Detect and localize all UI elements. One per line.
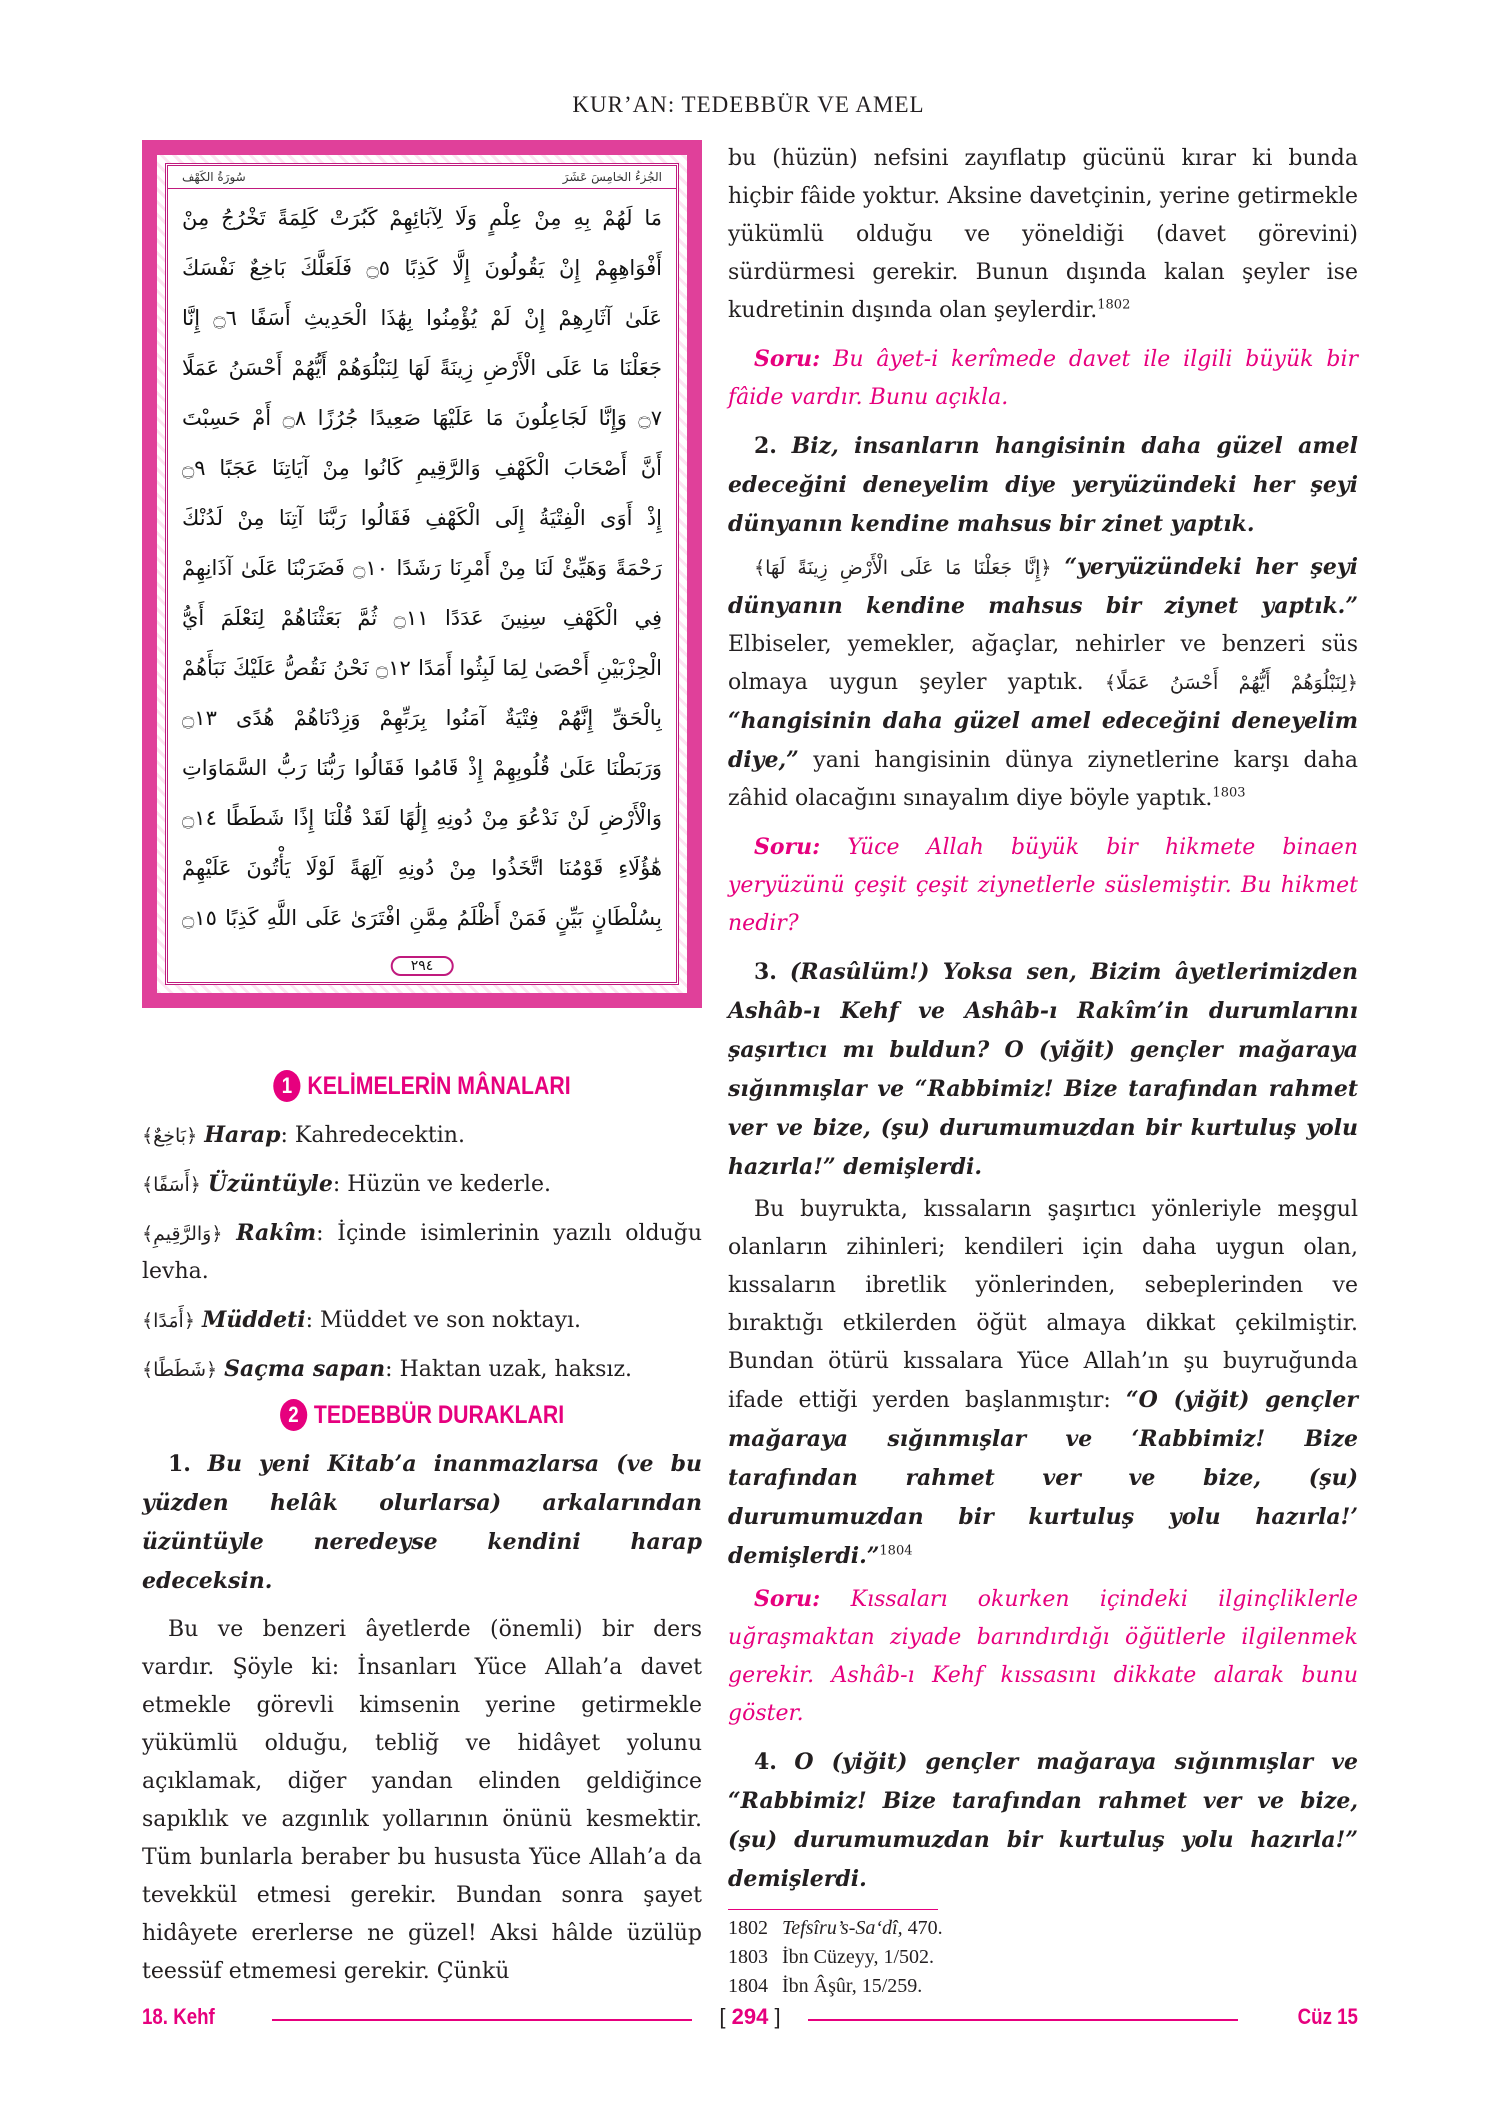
section-number-badge: 2 xyxy=(280,1399,307,1431)
footnote-divider xyxy=(728,1909,938,1910)
commentary-paragraph xyxy=(728,548,1358,818)
section-title-text: TEDEBBÜR DURAKLARI xyxy=(313,1400,565,1429)
right-column xyxy=(728,140,1358,2001)
footnote-number: 1804 xyxy=(728,1975,768,1997)
mushaf-page-number: ٢٩٤ xyxy=(391,956,454,976)
verse-heading-3 xyxy=(728,953,1358,1187)
footnote xyxy=(728,1914,1358,1943)
glossary-definition: : Kahredecektin. xyxy=(280,1123,465,1148)
verse-text: O (yiğit) gençler mağaraya sığınmışlar ve “Rabbimiz! Bize tarafından rahmet ver ve bize, (şu) durumumuzdan bir kurtuluş yolu hazırla!” demişlerdi. xyxy=(728,1749,1358,1892)
question-text: Yüce Allah büyük bir hikmete binaen yeryüzünü çeşit çeşit ziynetlerle süslemiştir. Bu hikmet nedir? xyxy=(728,835,1358,936)
glossary-term: Müddeti xyxy=(201,1307,306,1333)
glossary-term: Saçma sapan xyxy=(224,1356,386,1382)
footer-page-number xyxy=(702,2004,798,2030)
section-title-tedebbur xyxy=(184,1399,660,1431)
arabic-quote: ﴿لِنَبْلُوَهُمْ أَيُّهُمْ أَحْسَنُ عَمَلًا﴾ xyxy=(1104,672,1358,694)
arabic-quote: ﴿إِنَّا جَعَلْنَا مَا عَلَى الْأَرْضِ زِينَةً لَهَا﴾ xyxy=(754,557,1052,579)
section-title-kelimeler xyxy=(184,1070,660,1102)
glossary-definition: : Haktan uzak, haksız. xyxy=(385,1357,633,1382)
glossary-term: Harap xyxy=(204,1122,281,1148)
verse-text: (Rasûlüm!) Yoksa sen, Bizim âyetlerimizden Ashâb-ı Kehf ve Ashâb-ı Rakîm’in durumlarını şaşırtıcı mı buldun? O (yiğit) gençler mağaraya sığınmışlar ve “Rabbimiz! Bize tarafından rahmet ver ve bize, (şu) durumumuzdan bir kurtuluş yolu hazırla!” demişlerdi. xyxy=(728,959,1358,1180)
glossary-term: Üzüntüyle xyxy=(207,1171,333,1197)
mushaf-line: أَنَّ أَصْحَابَ الْكَهْفِ وَالرَّقِيمِ كَانُوا مِنْ آيَاتِنَا عَجَبًا ۝٩ xyxy=(182,456,662,480)
footnote-page: 470. xyxy=(902,1917,943,1939)
mushaf-page xyxy=(142,140,702,1008)
question-label: Soru: xyxy=(754,1586,821,1612)
mushaf-line: عَلَىٰ آثَارِهِمْ إِنْ لَمْ يُؤْمِنُوا بِهَٰذَا الْحَدِيثِ أَسَفًا ۝٦ إِنَّا xyxy=(182,306,662,330)
verse-text: Bu yeni Kitab’a inanmazlarsa (ve bu yüzden helâk olurlarsa) arkalarından üzüntüyle neredeyse kendini harap edeceksin. xyxy=(142,1451,702,1594)
footnote-number: 1803 xyxy=(728,1946,768,1968)
running-head: KUR’AN: TEDEBBÜR VE AMEL xyxy=(572,92,925,117)
footnote-number: 1802 xyxy=(728,1917,768,1939)
footer-bracket-open: [ xyxy=(719,2004,732,2029)
left-column xyxy=(142,1070,702,1991)
question-text: Bu âyet-i kerîmede davet ile ilgili büyük bir fâide vardır. Bunu açıkla. xyxy=(728,347,1358,410)
glossary-definition: : Müddet ve son noktayı. xyxy=(305,1308,582,1333)
mushaf-line: وَالْأَرْضِ لَنْ نَدْعُوَ مِنْ دُونِهِ إِلَٰهًا لَقَدْ قُلْنَا إِذًا شَطَطًا ۝١٤ xyxy=(182,806,662,830)
commentary-text: yani hangisinin dünya ziynetlerine karşı daha zâhid olacağını sınayalım diye böyle yaptık. xyxy=(728,748,1358,811)
glossary-arabic: ﴿أَمَدًا﴾ xyxy=(142,1310,195,1332)
mushaf-line: ۝٧ وَإِنَّا لَجَاعِلُونَ مَا عَلَيْهَا صَعِيدًا جُرُزًا ۝٨ أَمْ حَسِبْتَ xyxy=(182,406,662,430)
verse-heading-1 xyxy=(142,1445,702,1601)
verse-heading-4 xyxy=(728,1743,1358,1899)
mushaf-line: جَعَلْنَا مَا عَلَى الْأَرْضِ زِينَةً لَهَا لِنَبْلُوَهُمْ أَيُّهُمْ أَحْسَنُ عَمَلًا xyxy=(182,356,662,380)
mushaf-line: مَا لَهُمْ بِهِ مِنْ عِلْمٍ وَلَا لِآبَائِهِمْ كَبُرَتْ كَلِمَةً تَخْرُجُ مِنْ xyxy=(182,206,662,230)
verse-text: Biz, insanların hangisinin daha güzel amel edeceğini deneyelim diye yeryüzündeki her şeyi dünyanın kendine mahsus bir zinet yaptık. xyxy=(728,433,1358,537)
mushaf-line: بِسُلْطَانٍ بَيِّنٍ فَمَنْ أَظْلَمُ مِمَّنِ افْتَرَىٰ عَلَى اللَّهِ كَذِبًا ۝١٥ xyxy=(182,906,662,930)
footer-rule-left xyxy=(272,2019,692,2021)
footnote-source: İbn Âşûr, 15/259. xyxy=(782,1975,923,1997)
mushaf-line: بِالْحَقِّ إِنَّهُمْ فِتْيَةٌ آمَنُوا بِرَبِّهِمْ وَزِدْنَاهُمْ هُدًى ۝١٣ xyxy=(182,706,662,730)
glossary-arabic: ﴿بَاخِعٌ﴾ xyxy=(142,1125,198,1147)
glossary-definition: : İçinde isimlerinin yazılı olduğu levha. xyxy=(142,1221,702,1284)
question-1 xyxy=(728,340,1358,417)
footnote xyxy=(728,1943,1358,1972)
glossary-item xyxy=(142,1301,702,1340)
mushaf-line: هَٰؤُلَاءِ قَوْمُنَا اتَّخَذُوا مِنْ دُونِهِ آلِهَةً لَوْلَا يَأْتُونَ عَلَيْهِمْ xyxy=(182,856,662,880)
footer-page-value: 294 xyxy=(731,2004,769,2029)
verse-number: 3. xyxy=(754,959,777,985)
footnote xyxy=(728,1972,1358,2001)
verse-number: 2. xyxy=(754,433,777,459)
footer-surah: 18. Kehf xyxy=(142,2004,215,2029)
commentary-paragraph xyxy=(728,140,1358,330)
mushaf-line: إِذْ أَوَى الْفِتْيَةُ إِلَى الْكَهْفِ فَقَالُوا رَبَّنَا آتِنَا مِنْ لَدُنْكَ xyxy=(182,506,662,530)
verse-number: 4. xyxy=(754,1749,777,1775)
section-title-text: KELİMELERİN MÂNALARI xyxy=(307,1071,571,1100)
commentary-paragraph xyxy=(728,1191,1358,1576)
commentary-text: Bu buyrukta, kıssaların şaşırtıcı yönleriyle meşgul olanların zihinleri; kendileri için daha uygun olan, kıssaların ibretlik yönlerinden, sebeplerinden ve bıraktığı etkilerden öğüt almaya dikkat çekilmiştir. Bundan ötürü kıssalara Yüce Allah’ın şu buyruğunda ifade ettiği yerden başlanmıştır: xyxy=(728,1197,1358,1413)
footer-bracket-close: ] xyxy=(768,2004,781,2029)
footer-juz: Cüz 15 xyxy=(1297,2004,1358,2029)
quote-translation: “O (yiğit) gençler mağaraya sığınmışlar ve ‘Rabbimiz! Bize tarafından rahmet ver ve bize, (şu) durumumuzdan bir kurtuluş yolu hazırla!’ demişlerdi.” xyxy=(728,1387,1359,1569)
footnote-ref: 1803 xyxy=(1212,785,1246,801)
glossary-arabic: ﴿أَسَفًا﴾ xyxy=(142,1174,201,1196)
footer-rule-right xyxy=(808,2019,1238,2021)
mushaf-line: أَفْوَاهِهِمْ إِنْ يَقُولُونَ إِلَّا كَذِبًا ۝٥ فَلَعَلَّكَ بَاخِعٌ نَفْسَكَ xyxy=(182,256,662,280)
commentary-paragraph: Bu ve benzeri âyetlerde (önemli) bir ders vardır. Şöyle ki: İnsanları Yüce Allah’a davet etmekle görevli kimsenin yerine getirmekle yükümlü olduğu, tebliğ ve hidâyet yolunu açıklamak, diğer yandan elinden geldiğince sapıklık ve azgınlık yollarının önünü kesmektir. Tüm bunlarla beraber bu hususta Yüce Allah’a da tevekkül etmesi gerekir. Bundan sonra şayet hidâyete ererlerse ne güzel! Aksi hâlde üzülüp teessüf etmemesi gerekir. Çünkü xyxy=(142,1617,702,1984)
mushaf-line: الْحِزْبَيْنِ أَحْصَىٰ لِمَا لَبِثُوا أَمَدًا ۝١٢ نَحْنُ نَقُصُّ عَلَيْكَ نَبَأَهُمْ xyxy=(182,656,662,680)
mushaf-juz-label: الجُزءُ الخامِسَ عَشَرَ xyxy=(562,170,662,184)
mushaf-line: رَحْمَةً وَهَيِّئْ لَنَا مِنْ أَمْرِنَا رَشَدًا ۝١٠ فَضَرَبْنَا عَلَىٰ آذَانِهِمْ xyxy=(182,556,662,580)
verse-heading-2 xyxy=(728,427,1358,544)
commentary-text: Elbiseler, yemekler, ağaçlar, nehirler ve benzeri süs olmaya uygun şeyler yaptık. xyxy=(728,632,1358,695)
glossary-definition: : Hüzün ve kederle. xyxy=(332,1172,551,1197)
glossary xyxy=(142,1116,702,1389)
question-3 xyxy=(728,1580,1358,1733)
page-footer xyxy=(142,2004,1358,2034)
glossary-arabic: ﴿شَطَطًا﴾ xyxy=(142,1359,218,1381)
footnote-source: İbn Cüzeyy, 1/502. xyxy=(782,1946,935,1968)
mushaf-text xyxy=(168,189,676,943)
glossary-arabic: ﴿وَالرَّقِيمِ﴾ xyxy=(142,1223,223,1245)
glossary-item xyxy=(142,1116,702,1155)
section-number-badge: 1 xyxy=(273,1070,300,1102)
glossary-item xyxy=(142,1350,702,1389)
verse-number: 1. xyxy=(168,1451,191,1477)
quote-translation: “yeryüzündeki her şeyi dünyanın kendine mahsus bir ziynet yaptık.” xyxy=(728,554,1358,619)
commentary-text: bu (hüzün) nefsini zayıflatıp gücünü kırar ki bunda hiçbir fâide yoktur. Aksine davetçinin, yerine getirmekle yükümlü olduğu ve yöneldiği (davet görevini) sürdürmesi gerekir. Bunun dışında kalan şeyler ise kudretinin dışında olan şeylerdir. xyxy=(728,146,1358,323)
quote-translation: “hangisinin daha güzel amel edeceğini deneyelim diye,” xyxy=(728,708,1358,773)
footnote-source: Tefsîru’s-Sa‘dî, xyxy=(782,1917,903,1939)
mushaf-header xyxy=(168,166,676,189)
question-label: Soru: xyxy=(754,834,821,860)
question-2 xyxy=(728,828,1358,943)
footnote-ref: 1802 xyxy=(1097,297,1131,313)
mushaf-surah-label: سُورَةُ الكَهْف xyxy=(182,170,246,184)
mushaf-frame xyxy=(165,163,679,985)
question-label: Soru: xyxy=(754,346,821,372)
glossary-item xyxy=(142,1214,702,1291)
glossary-item xyxy=(142,1165,702,1204)
footnote-ref: 1804 xyxy=(879,1543,913,1559)
mushaf-line: فِي الْكَهْفِ سِنِينَ عَدَدًا ۝١١ ثُمَّ بَعَثْنَاهُمْ لِنَعْلَمَ أَيُّ xyxy=(182,606,662,630)
glossary-term: Rakîm xyxy=(236,1220,317,1246)
question-text: Kıssaları okurken içindeki ilginçliklerle uğraşmaktan ziyade barındırdığı öğütlerle ilgilenmek gerekir. Ashâb-ı Kehf kıssasını dikkate alarak bunu göster. xyxy=(728,1587,1358,1726)
mushaf-line: وَرَبَطْنَا عَلَىٰ قُلُوبِهِمْ إِذْ قَامُوا فَقَالُوا رَبُّنَا رَبُّ السَّمَاوَاتِ xyxy=(182,756,662,780)
